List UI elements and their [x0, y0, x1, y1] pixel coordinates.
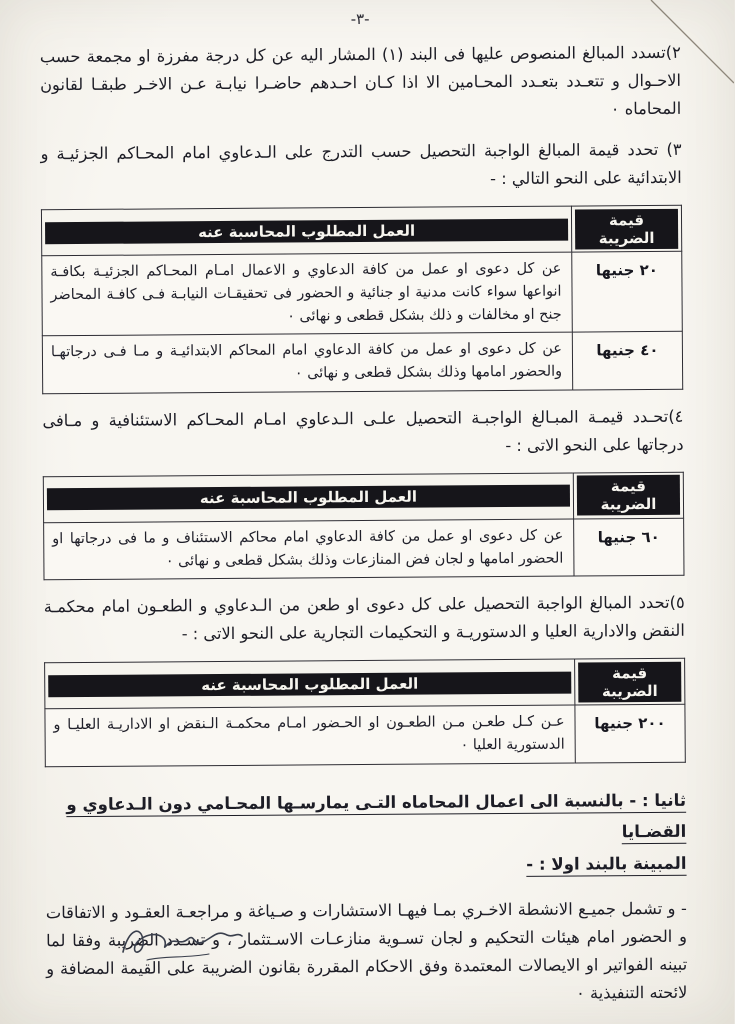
- work-description-cell: عن كل دعوى او عمل من كافة الدعاوي امام المحاكم الابتدائيـة و مـا فـى درجاتهـا والحضور امامها وذلك بشكل قطعى و نهائى ٠: [43, 332, 573, 393]
- work-description-cell: عن كل دعوى او عمل من كافة الدعاوي و الاعمال امـام المحـاكم الجزئيـة بكافـة انواعها سواء كانت مدنية او جنائية و الحضور فى تحقيقـات النيابـة فـى كافـة المحاضر جنح او مخالفات و ذلك بشكل قطعى و نهائى ٠: [43, 252, 574, 336]
- table-header-row: [42, 205, 682, 255]
- work-description-header: [44, 473, 574, 523]
- paragraph-item-5: ٥)تحدد المبالغ الواجبة التحصيل على كل دعوى او طعن من الـدعاوي و الطعـون امام محكمـة النقض والادارية العليا و الدستوريـة و التحكيمات التجارية على النحو الاتى : -: [44, 593, 686, 644]
- work-description-header: [46, 659, 576, 709]
- paragraph-item-4: ٤)تحـدد قيمـة المبـالغ الواجبـة التحصيل علـى الـدعاوي امـام المحـاكم الاستئنافية و مـافى درجاتها على النحو الاتى : -: [43, 406, 685, 455]
- work-description-header-label: العمل المطلوب المحاسبة عنه: [48, 485, 571, 511]
- table-header-row: [46, 659, 686, 709]
- table-row: [43, 332, 683, 394]
- tax-value-header-label: قيمة الضريبة: [578, 475, 681, 516]
- secondly-heading-line-2: المبينة بالبند اولا : -: [527, 853, 688, 874]
- tax-value-header: [576, 659, 686, 706]
- paragraph-item-2: ٢)تسدد المبالغ المنصوص عليها فى البند (١) المشار اليه عن كل درجة مفرزة او مجمعة حسب الاحـوال و تتعـدد بتعـدد المحـامين الا اذا كـان احـدهم حاضـرا نيابـة عـن الاخـر طبقـا لقانون المحاماه ٠: [40, 42, 683, 119]
- handwritten-signature: [118, 916, 248, 972]
- page-number: -٣-: [351, 9, 371, 29]
- fee-table-appeal-courts: [44, 472, 686, 581]
- work-description-header-label: العمل المطلوب المحاسبة عنه: [49, 671, 572, 697]
- tax-value-header-label: قيمة الضريبة: [579, 662, 682, 703]
- work-description-header-label: العمل المطلوب المحاسبة عنه: [46, 218, 569, 244]
- closing-paragraph: - و تشمل جميـع الانشطة الاخـري بمـا فيهـا الاستشارات و صـياغة و مراجعـة العقـود و الاتفاقات و الحضور امام هيئات التحكيم و لجان تسـوية منازعـات الاسـتثمار ، و تسـدد الضريبة وفقا لما تبينه الفواتير او الايصالات المعتمدة وفق الاحكام المقررة بقانون الضريبة على القيمة المضافة و لائحته التنفيذية ٠: [46, 899, 689, 1004]
- tax-value-cell: ٢٠٠ جنيها: [576, 705, 686, 763]
- fee-table-district-courts: [42, 205, 684, 394]
- fee-table-cassation-courts: [45, 658, 687, 767]
- tax-value-header: [574, 472, 684, 519]
- tax-value-header-label: قيمة الضريبة: [576, 208, 679, 249]
- table-header-row: [44, 472, 684, 522]
- table-row: [45, 518, 685, 580]
- work-description-cell: عن كل دعوى او عمل من كافة الدعاوي امام محاكم الاستئناف و ما فى درجاتها او الحضور امامها و لجان فض المنازعات وذلك بشكل قطعى و نهائى ٠: [45, 519, 575, 580]
- secondly-heading-line-1: ثانيا : - بالنسبة الى اعمال المحاماه التـى يمارسـها المحـامي دون الـدعاوي و القضـايا: [67, 790, 688, 842]
- tax-value-cell: ٤٠ جنيها: [573, 332, 683, 390]
- table-row: [43, 251, 684, 336]
- work-description-cell: عـن كـل طعـن مـن الطعـون او الحـضور امـام محكمـة الـنقض او الاداريـة العليـا و الدستورية العليا ٠: [46, 705, 576, 766]
- paragraph-item-3: ٣) تحدد قيمة المبالغ الواجبة التحصيل حسب التدرج على الـدعاوي امام المحـاكم الجزئيـة و الابتدائية على النحو التالي : -: [41, 139, 683, 189]
- tax-value-cell: ٦٠ جنيها: [575, 518, 685, 576]
- table-row: [46, 705, 686, 767]
- tax-value-cell: ٢٠ جنيها: [573, 251, 684, 332]
- secondly-heading: [46, 785, 688, 884]
- tax-value-header: [572, 205, 682, 252]
- work-description-header: [42, 206, 572, 256]
